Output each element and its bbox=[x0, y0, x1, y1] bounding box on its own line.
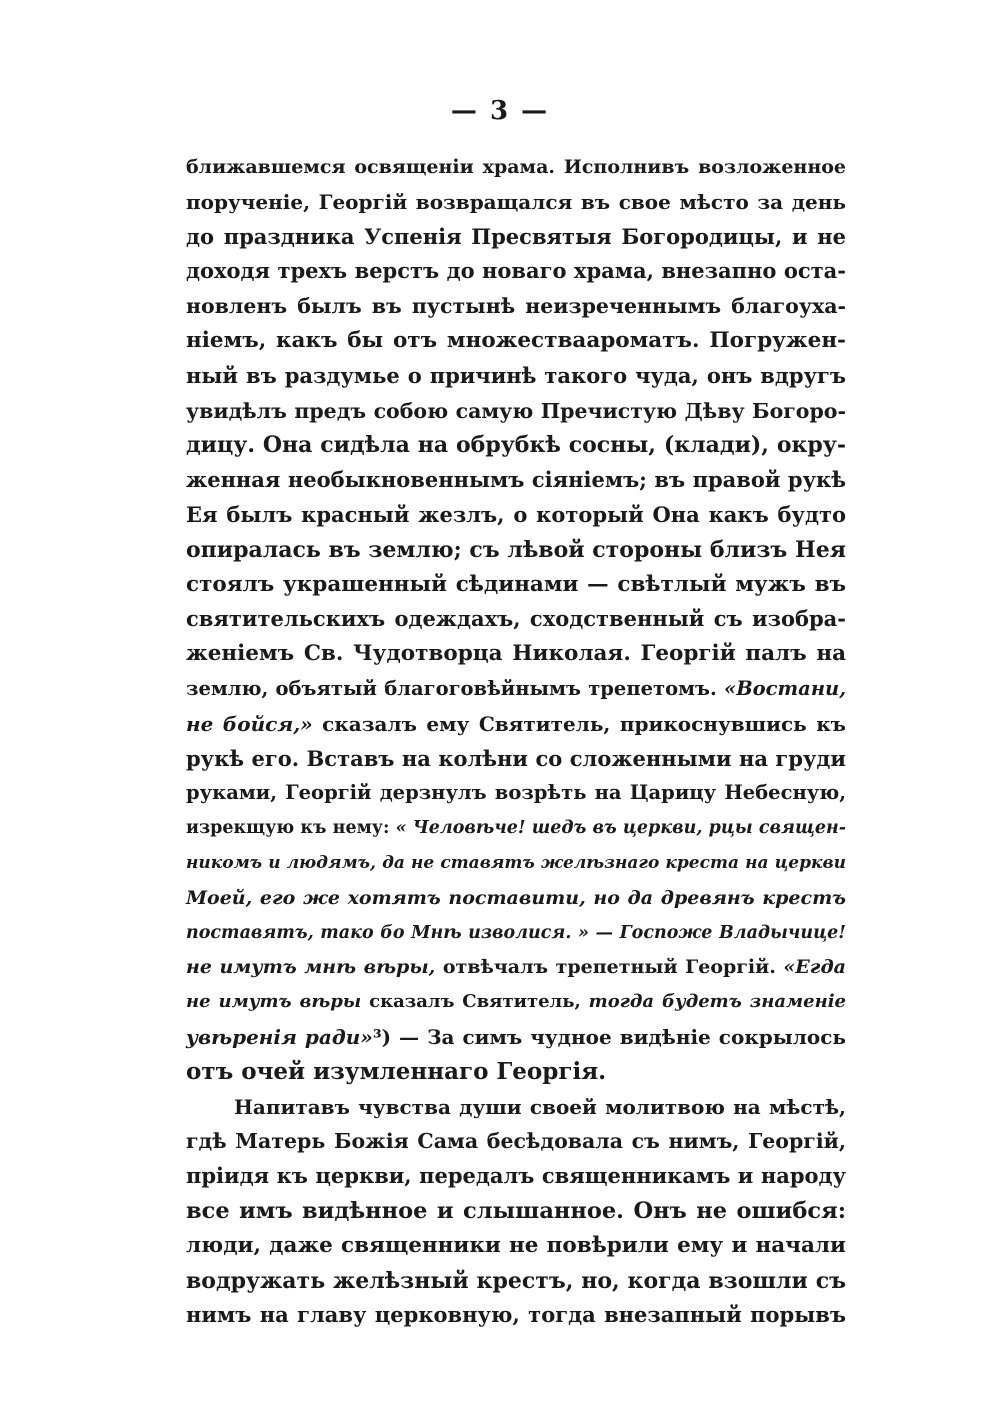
text-segment: гдѣ Матерь Божія Сама бесѣдовала съ нимъ, Георгій, bbox=[186, 1129, 846, 1154]
text-line bbox=[186, 1020, 846, 1055]
text-line bbox=[186, 1090, 846, 1125]
text-segment: ближавшемся освященіи храма. Исполнивъ возложенное bbox=[186, 156, 846, 178]
text-segment: изрекщую къ нему: bbox=[186, 818, 396, 839]
text-segment: все имъ видѣнное и слышанное. Онъ не ошибся: bbox=[186, 1197, 846, 1224]
text-line bbox=[186, 950, 846, 985]
italic-quote: тогда будетъ знаменіе bbox=[588, 991, 846, 1013]
text-segment: пріидя къ церкви, передалъ священникамъ и народу bbox=[186, 1163, 846, 1189]
text-segment: нимъ на главу церковную, тогда внезапный порывъ bbox=[186, 1302, 846, 1328]
text-segment: водружать желѣзный крестъ, но, когда взошли съ bbox=[186, 1267, 846, 1294]
text-line bbox=[186, 637, 846, 672]
text-segment: стоялъ украшенный сѣдинами — свѣтлый мужъ въ bbox=[186, 571, 846, 597]
text-segment: новленъ былъ въ пустынѣ неизреченнымъ благоуха- bbox=[186, 294, 846, 319]
text-line bbox=[186, 428, 846, 463]
text-segment: женная необыкновеннымъ сіяніемъ; въ правой рукѣ bbox=[186, 467, 846, 493]
italic-quote: не имутъ вѣры bbox=[186, 991, 362, 1013]
text-segment: дицу. Она сидѣла на обрубкѣ сосны, (клади), окру- bbox=[186, 432, 846, 459]
text-line bbox=[186, 394, 846, 429]
text-segment: люди, даже священники не повѣрили ему и начали bbox=[186, 1232, 846, 1258]
text-line bbox=[186, 846, 846, 881]
text-line bbox=[186, 324, 846, 359]
text-line bbox=[186, 463, 846, 498]
text-line bbox=[186, 1298, 846, 1333]
text-segment: Напитавъ чувства души своей молитвою на мѣстѣ, bbox=[234, 1094, 846, 1119]
text-segment: женіемъ Св. Чудотворца Николая. Георгій палъ на bbox=[186, 641, 846, 667]
text-line bbox=[186, 289, 846, 324]
text-line bbox=[186, 602, 846, 637]
text-segment: ³) — За симъ чудное видѣніе сокрылось bbox=[372, 1024, 846, 1049]
text-line bbox=[186, 1055, 846, 1090]
body-text bbox=[186, 150, 846, 1333]
text-line bbox=[186, 776, 846, 811]
text-line bbox=[186, 881, 846, 916]
text-segment: доходя трехъ верстъ до новаго храма, внезапно оста- bbox=[186, 258, 846, 284]
italic-quote: не имутъ мнѣ вѣры, bbox=[186, 956, 436, 979]
italic-quote: никомъ и людямъ, да не ставятъ желѣзнаго креста на церкви bbox=[186, 852, 846, 873]
page-number: — 3 — bbox=[450, 96, 550, 126]
text-line bbox=[186, 1229, 846, 1264]
text-segment: до праздника Успенія Пресвятыя Богородицы, и не bbox=[186, 223, 846, 249]
text-line bbox=[186, 742, 846, 777]
italic-quote: увѣренія ради» bbox=[186, 1024, 373, 1049]
text-line bbox=[186, 1194, 846, 1229]
text-line bbox=[186, 498, 846, 533]
italic-quote: « Человѣче! шедъ въ церкви, рцы священ- bbox=[395, 818, 846, 839]
text-line bbox=[186, 359, 846, 394]
text-line bbox=[186, 150, 846, 185]
italic-quote: поставятъ, тако бо Мнѣ изволися. » — Госпоже Владычице! bbox=[186, 922, 846, 943]
text-line bbox=[186, 707, 846, 742]
text-segment: ніемъ, какъ бы отъ множестваароматъ. Погружен- bbox=[186, 327, 846, 353]
italic-quote: «Егда bbox=[783, 956, 846, 979]
text-line bbox=[186, 568, 846, 603]
text-segment: увидѣлъ предъ собою самую Пречистую Дѣву Богоро- bbox=[186, 398, 846, 423]
text-segment: Ея былъ красный жезлъ, о который Она какъ будто bbox=[186, 501, 846, 527]
text-segment: сказалъ ему Святитель, прикоснувшись къ bbox=[312, 711, 846, 736]
text-segment: рукѣ его. Вставъ на колѣни со сложенными на груди bbox=[186, 745, 846, 771]
text-segment: ный въ раздумье о причинѣ такого чуда, онъ вдругъ bbox=[186, 362, 846, 388]
text-line bbox=[186, 185, 846, 220]
italic-quote: Моей, его же хотятъ поставити, но да древянъ крестъ bbox=[186, 886, 846, 909]
text-line bbox=[186, 985, 846, 1020]
text-segment: порученіе, Георгій возвращался въ свое мѣсто за день bbox=[186, 189, 846, 214]
text-line bbox=[186, 1124, 846, 1159]
text-segment: руками, Георгій дерзнулъ возрѣть на Царицу Небесную, bbox=[186, 781, 846, 805]
text-segment: сказалъ Святитель, bbox=[361, 991, 589, 1013]
text-line bbox=[186, 672, 846, 707]
italic-quote: «Востани, bbox=[724, 676, 846, 700]
text-line bbox=[186, 1264, 846, 1299]
text-segment: отвѣчалъ трепетный Георгій. bbox=[435, 956, 784, 979]
text-segment: отъ очей изумленнаго Георгія. bbox=[186, 1057, 607, 1085]
text-line bbox=[186, 916, 846, 951]
text-segment: землю, объятый благоговѣйнымъ трепетомъ. bbox=[186, 676, 724, 700]
italic-quote: не бойся,» bbox=[186, 711, 313, 736]
text-segment: опиралась въ землю; съ лѣвой стороны близъ Нея bbox=[186, 536, 846, 563]
text-line bbox=[186, 220, 846, 255]
text-line bbox=[186, 1159, 846, 1194]
text-line bbox=[186, 533, 846, 568]
text-line bbox=[186, 254, 846, 289]
text-line bbox=[186, 811, 846, 846]
text-segment: святительскихъ одеждахъ, сходственный съ изобра- bbox=[186, 606, 846, 632]
